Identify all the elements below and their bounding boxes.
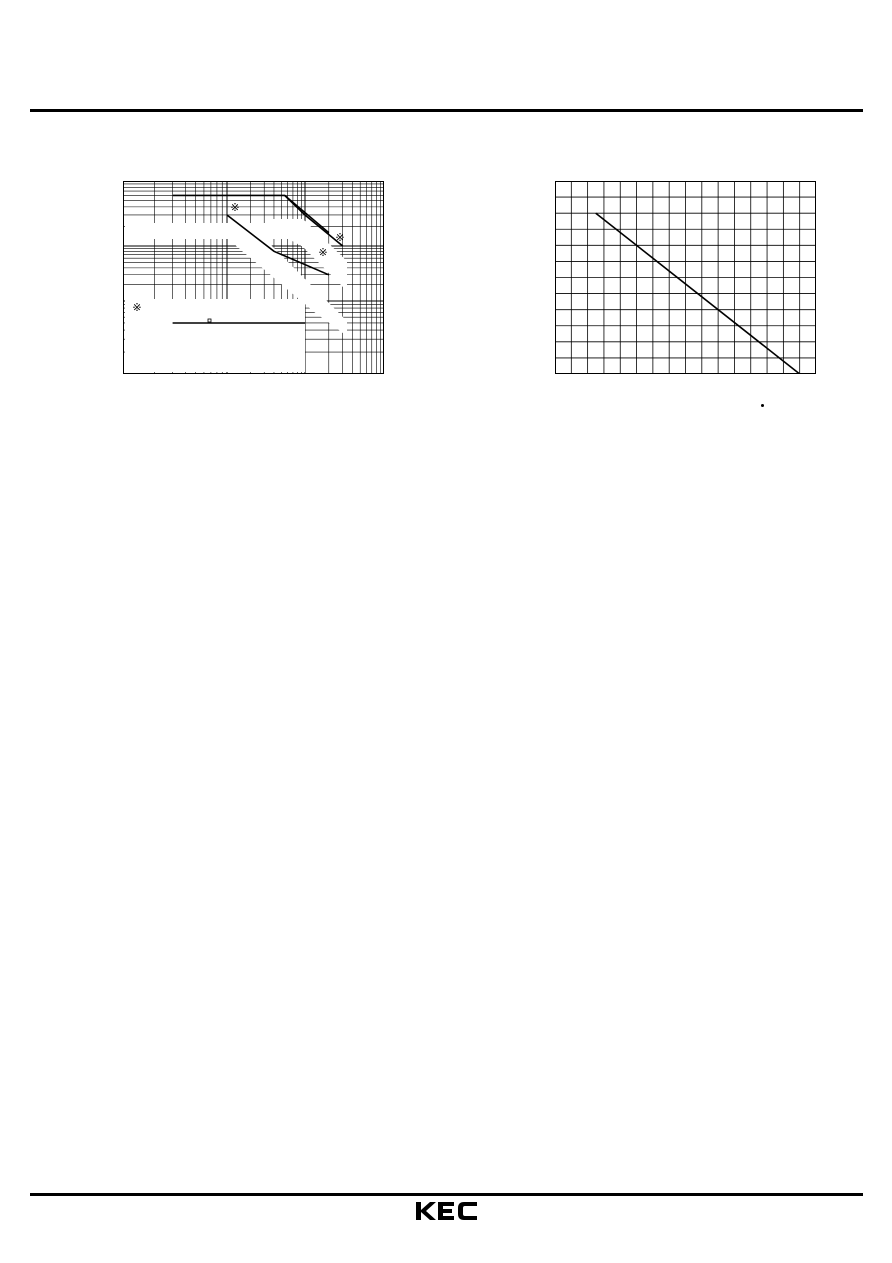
axis-unit-dot bbox=[761, 404, 764, 407]
soa-marker: ※ bbox=[230, 201, 240, 214]
soa-band bbox=[125, 299, 305, 372]
derating-chart bbox=[555, 181, 816, 374]
soa-marker: ※ bbox=[318, 246, 328, 259]
kec-logo-mark bbox=[414, 1200, 480, 1222]
soa-chart-svg bbox=[123, 181, 384, 374]
header-rule bbox=[30, 109, 863, 112]
footer-rule bbox=[30, 1193, 863, 1196]
derating-chart-svg bbox=[555, 181, 816, 374]
soa-chart bbox=[123, 181, 384, 374]
soa-marker: ※ bbox=[132, 301, 142, 314]
kec-logo bbox=[414, 1200, 480, 1222]
soa-marker: ※ bbox=[335, 231, 345, 244]
